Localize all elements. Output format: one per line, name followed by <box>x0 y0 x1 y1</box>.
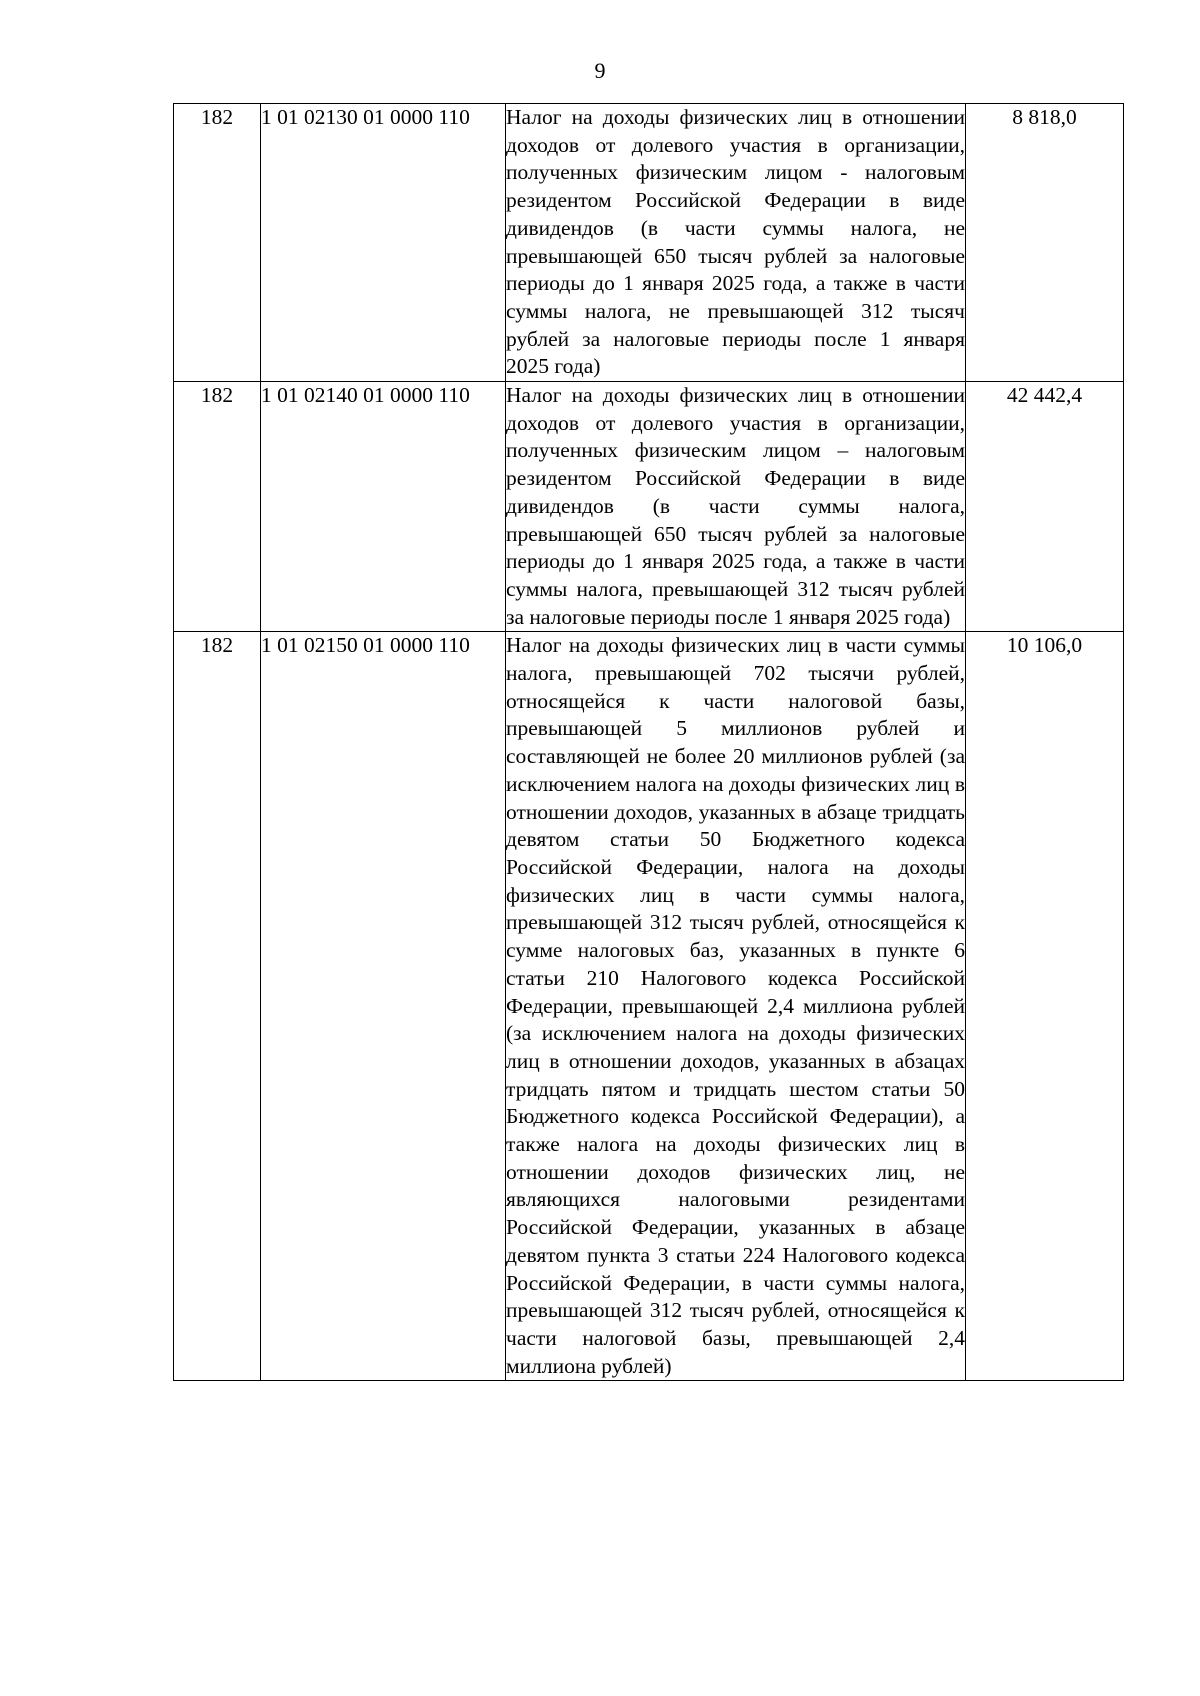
table-row <box>174 632 1124 1381</box>
budget-revenue-table <box>173 103 1124 1381</box>
administrator-code-cell: 182 <box>174 632 261 1381</box>
revenue-name-cell: Налог на доходы физических лиц в отношении доходов от долевого участия в организации, полученных физическим лицом – налоговым резидентом Российской Федерации в виде дивидендов (в части суммы налога, превышающей 650 тысяч рублей за налоговые периоды до 1 января 2025 года, а также в части суммы налога, превышающей 312 тысяч рублей за налоговые периоды после 1 января 2025 года) <box>506 382 966 632</box>
budget-classification-code-cell: 1 01 02130 01 0000 110 <box>261 104 506 382</box>
amount-cell: 42 442,4 <box>966 382 1124 632</box>
revenue-name-cell: Налог на доходы физических лиц в отношении доходов от долевого участия в организации, полученных физическим лицом - налоговым резидентом Российской Федерации в виде дивидендов (в части суммы налога, не превышающей 650 тысяч рублей за налоговые периоды до 1 января 2025 года, а также в части суммы налога, не превышающей 312 тысяч рублей за налоговые периоды после 1 января 2025 года) <box>506 104 966 382</box>
page-number: 9 <box>594 58 606 83</box>
table-row <box>174 382 1124 632</box>
administrator-code-cell: 182 <box>174 104 261 382</box>
budget-classification-code-cell: 1 01 02140 01 0000 110 <box>261 382 506 632</box>
amount-cell: 10 106,0 <box>966 632 1124 1381</box>
administrator-code-cell: 182 <box>174 382 261 632</box>
revenue-name-cell: Налог на доходы физических лиц в части суммы налога, превышающей 702 тысячи рублей, относящейся к части налоговой базы, превышающей 5 миллионов рублей и составляющей не более 20 миллионов рублей (за исключением налога на доходы физических лиц в отношении доходов, указанных в абзаце тридцать девятом статьи 50 Бюджетного кодекса Российской Федерации, налога на доходы физических лиц в части суммы налога, превышающей 312 тысяч рублей, относящейся к сумме налоговых баз, указанных в пункте 6 статьи 210 Налогового кодекса Российской Федерации, превышающей 2,4 миллиона рублей (за исключением налога на доходы физических лиц в отношении доходов, указанных в абзацах тридцать пятом и тридцать шестом статьи 50 Бюджетного кодекса Российской Федерации), а также налога на доходы физических лиц в отношении доходов физических лиц, не являющихся налоговыми резидентами Российской Федерации, указанных в абзаце девятом пункта 3 статьи 224 Налогового кодекса Российской Федерации, в части суммы налога, превышающей 312 тысяч рублей, относящейся к части налоговой базы, превышающей 2,4 миллиона рублей) <box>506 632 966 1381</box>
table-row <box>174 104 1124 382</box>
amount-cell: 8 818,0 <box>966 104 1124 382</box>
budget-classification-code-cell: 1 01 02150 01 0000 110 <box>261 632 506 1381</box>
